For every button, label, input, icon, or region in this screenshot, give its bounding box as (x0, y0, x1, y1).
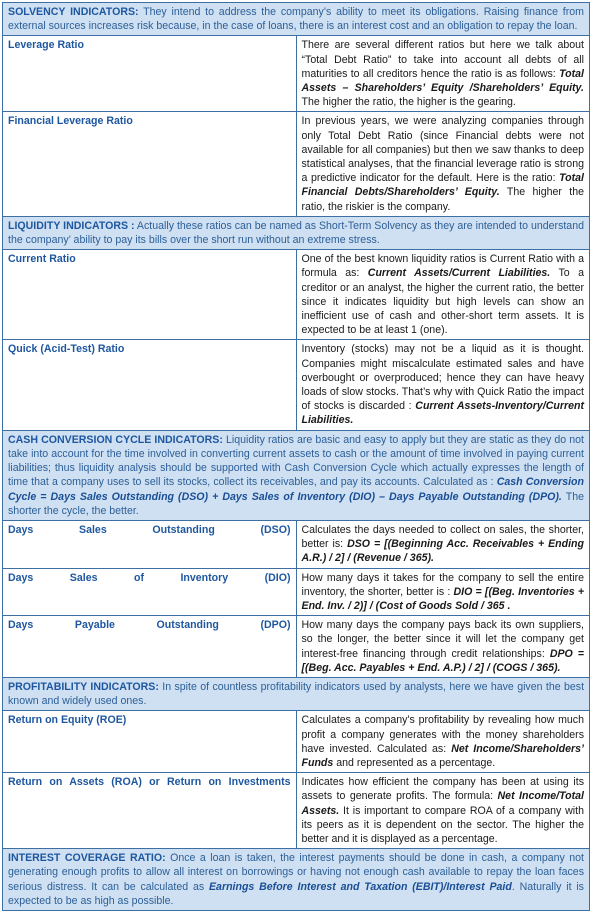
desc-dio (296, 568, 590, 616)
table-row (3, 36, 590, 112)
desc-text: Calculates a company's profitability by revealing how much profit a company generates with the money shareholders have invested. Calculated as: (301, 714, 584, 755)
label-leverage-ratio: Leverage Ratio (3, 36, 297, 112)
section-row-solvency (3, 3, 590, 36)
section-desc-interest-end: . Naturally it is expected to be as high as possible. (8, 880, 584, 907)
section-desc-ccc-end: The shorter the cycle, the better. (8, 490, 584, 517)
table-row (3, 711, 590, 773)
desc-text: The higher the ratio, the riskier is the company. (301, 186, 584, 213)
label-dso: Days Sales Outstanding (DSO) (3, 520, 297, 568)
table-row (3, 250, 590, 340)
section-title-liquidity: LIQUIDITY INDICATORS : (8, 219, 135, 232)
formula: DSO = [(Beginning Acc. Receivables + Ending A.R.) / 2] / (Revenue / 365). (301, 538, 584, 565)
section-solvency (3, 3, 590, 36)
formula: Current Assets/Current Liabilities. (367, 267, 551, 280)
section-title-ccc: CASH CONVERSION CYCLE INDICATORS: (8, 433, 223, 446)
section-row-interest (3, 849, 590, 911)
desc-text: How many days the company pays back its own suppliers, so the longer, the better since it will let the company get interest-free financing through credit relationships: (301, 619, 584, 660)
section-formula-interest: Earnings Before Interest and Taxation (EBIT)/Interest Paid (208, 880, 512, 893)
desc-financial-leverage-ratio (296, 112, 590, 216)
section-desc-profitability: In spite of countless profitability indicators used by analysts, here we have given the best known and widely used ones. (8, 680, 585, 708)
table-row (3, 568, 590, 616)
desc-text: One of the best known liquidity ratios is Current Ratio with a formula as: (301, 253, 584, 280)
section-title-interest: INTEREST COVERAGE RATIO: (8, 852, 166, 865)
desc-quick-ratio (296, 340, 590, 430)
label-roe: Return on Equity (ROE) (3, 711, 297, 773)
label-current-ratio: Current Ratio (3, 250, 297, 340)
desc-text: How many days it takes for the company to sell the entire inventory, the shorter, better is : (301, 571, 584, 598)
section-title-solvency: SOLVENCY INDICATORS: (8, 6, 139, 18)
table-row (3, 773, 590, 849)
desc-current-ratio (296, 250, 590, 340)
table-row (3, 112, 590, 216)
label-financial-leverage-ratio: Financial Leverage Ratio (3, 112, 297, 216)
table-row (3, 520, 590, 568)
formula: Net Income/Shareholders’ Funds (301, 742, 584, 769)
desc-text: It is important to compare ROA of a company with its peers as it is dependent on the sector. The higher the better and it is displayed as a percentage. (301, 804, 584, 845)
label-dpo: Days Payable Outstanding (DPO) (3, 616, 297, 678)
formula: DPO = [(Beg. Acc. Payables + End. A.P.) / 2] / (COGS / 365). (301, 647, 584, 674)
label-dio: Days Sales of Inventory (DIO) (3, 568, 297, 616)
desc-roa (296, 773, 590, 849)
label-quick-ratio: Quick (Acid-Test) Ratio (3, 340, 297, 430)
formula: DIO = [(Beg. Inventories + End. Inv. / 2)] / (Cost of Goods Sold / 365 . (301, 585, 585, 612)
desc-text: The higher the ratio, the higher is the gearing. (301, 96, 516, 109)
table-row (3, 340, 590, 430)
section-row-profitability (3, 677, 590, 710)
section-row-ccc (3, 430, 590, 520)
section-row-liquidity (3, 216, 590, 249)
section-liquidity (3, 216, 590, 249)
desc-text: Inventory (stocks) may not be a liquid as it is thought. Companies might miscalculate estimated sales and have overbought or overproduced; hence they can have heavy loads of slow stocks. That’s why with Quick Ratio the impact of stocks is discarded : (301, 343, 584, 413)
section-desc-ccc: Liquidity ratios are basic and easy to apply but they are static as they do not take into account for the time involved in converting current assets to cash or the amount of time involved in paying current liabilities; thus liquidity analysis should be supported with Cash Conversion Cycle which actually expresses the length of time that a company uses to sell its stocks, collect its receivables, and pay its accounts. Calculated as : (8, 433, 584, 489)
desc-roe (296, 711, 590, 773)
section-title-profitability: PROFITABILITY INDICATORS: (8, 680, 159, 693)
desc-text: To a creditor or an analyst, the higher the current ratio, the better since it indicates liquidity but high levels can show an inefficient use of cash and other-short term assets. It is expected to be at least 1 (one). (301, 267, 584, 337)
section-desc-liquidity: Actually these ratios can be named as Short-Term Solvency as they are intended to understand the company’ ability to pay its bills over the short run without an extreme stress. (8, 219, 584, 247)
table-row (3, 616, 590, 678)
desc-text: Calculates the days needed to collect on sales, the shorter, better is: (301, 523, 584, 551)
desc-dso (296, 520, 590, 568)
label-roa: Return on Assets (ROA) or Return on Investments (3, 773, 297, 849)
desc-text: and represented as a percentage. (333, 756, 496, 769)
section-desc-interest: Once a loan is taken, the interest payments should be done in cash, a company not generating enough profits to allow all interest on borrowings or having not enough cash available to repay the loan faces serious distress. It can be calculated as (8, 852, 584, 893)
desc-text: Indicates how efficient the company has been at using its assets to generate profits. The formula: (301, 776, 584, 803)
section-interest-coverage (3, 849, 590, 911)
desc-dpo (296, 616, 590, 678)
section-formula-ccc: Cash Conversion Cycle = Days Sales Outstanding (DSO) + Days Sales of Inventory (DIO) – Days Payable Outstanding (DPO). (8, 476, 584, 503)
desc-text: There are several different ratios but here we talk about “Total Debt Ratio” to take into account all debts of all maturities to all creditors hence the ratio is as follows: (301, 39, 584, 80)
formula: Current Assets-Inventory/Current Liabilities. (301, 400, 584, 427)
indicators-table (2, 2, 590, 911)
desc-leverage-ratio (296, 36, 590, 112)
section-desc-solvency: They intend to address the company’s ability to meet its obligations. Raising finance from external sources increases risk because, in the case of loans, there is an interest cost and an obligation to repay the loan. (8, 6, 584, 33)
section-profitability (3, 677, 590, 710)
formula: Total Financial Debts/Shareholders’ Equity. (301, 172, 584, 199)
section-cash-conversion-cycle (3, 430, 590, 520)
formula: Net Income/Total Assets. (301, 790, 584, 817)
formula: Total Assets – Shareholders’ Equity /Shareholders’ Equity. (301, 67, 584, 95)
desc-text: In previous years, we were analyzing companies through only Total Debt Ratio (since Financial debts were not available for all companies) but then we saw thanks to deep statistical analyses, that the financial leverage ratio is strong a predictive indicator for the default. Here is the ratio: (301, 115, 584, 185)
